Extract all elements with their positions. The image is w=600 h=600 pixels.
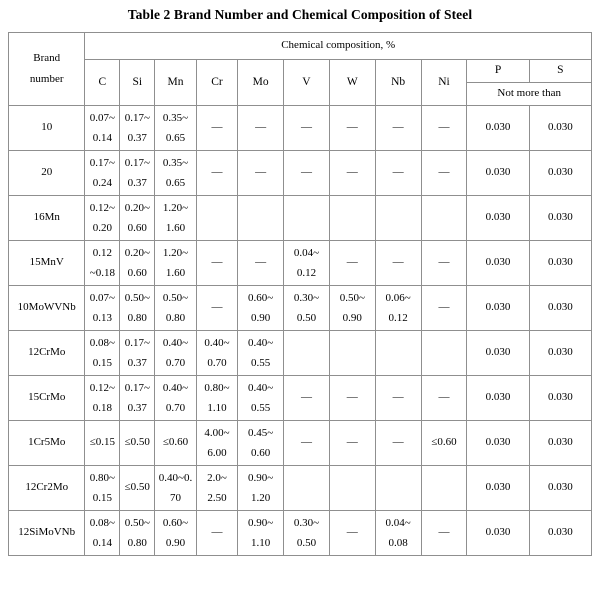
cell-si: ≤0.50 [120,420,155,465]
cell-ni: — [421,375,467,420]
header-element-ni: Ni [421,59,467,105]
header-chemical-composition: Chemical composition, % [85,32,592,59]
cell-mo: 0.90~ 1.20 [238,465,284,510]
table-row [9,285,592,330]
cell-cr: 2.0~ 2.50 [196,465,237,510]
cell-p: 0.030 [467,375,529,420]
cell-brand-number: 12SiMoVNb [9,510,85,555]
table-row [9,420,592,465]
cell-v: 0.04~ 0.12 [284,240,330,285]
cell-si: 0.17~ 0.37 [120,330,155,375]
cell-s: 0.030 [529,285,591,330]
cell-brand-number: 10MoWVNb [9,285,85,330]
cell-w [329,465,375,510]
header-element-mo: Mo [238,59,284,105]
cell-si: 0.17~ 0.37 [120,105,155,150]
cell-c: 0.07~ 0.14 [85,105,120,150]
cell-c: ≤0.15 [85,420,120,465]
cell-brand-number: 20 [9,150,85,195]
cell-brand-number: 1Cr5Mo [9,420,85,465]
header-element-p: P [467,59,529,82]
header-brand-number [9,32,85,105]
cell-si: 0.20~ 0.60 [120,195,155,240]
cell-w: — [329,105,375,150]
header-element-v: V [284,59,330,105]
cell-p: 0.030 [467,510,529,555]
table-row [9,375,592,420]
cell-brand-number: 15MnV [9,240,85,285]
cell-p: 0.030 [467,195,529,240]
cell-nb: — [375,375,421,420]
cell-ni: ≤0.60 [421,420,467,465]
cell-si: 0.17~ 0.37 [120,375,155,420]
header-element-nb: Nb [375,59,421,105]
table-row [9,195,592,240]
header-element-w: W [329,59,375,105]
cell-c: 0.12 ~0.18 [85,240,120,285]
cell-brand-number: 16Mn [9,195,85,240]
cell-p: 0.030 [467,420,529,465]
cell-nb: 0.04~ 0.08 [375,510,421,555]
cell-w [329,195,375,240]
cell-v [284,195,330,240]
cell-v: — [284,375,330,420]
cell-mo: 0.40~ 0.55 [238,330,284,375]
cell-w: — [329,150,375,195]
header-element-si: Si [120,59,155,105]
cell-c: 0.08~ 0.15 [85,330,120,375]
steel-composition-table [8,32,592,556]
cell-c: 0.80~ 0.15 [85,465,120,510]
cell-s: 0.030 [529,375,591,420]
cell-s: 0.030 [529,510,591,555]
cell-cr: — [196,105,237,150]
cell-mo: 0.60~ 0.90 [238,285,284,330]
table-row [9,330,592,375]
cell-mn: 0.40~ 0.70 [155,375,196,420]
header-element-c: C [85,59,120,105]
table-body [9,105,592,555]
cell-s: 0.030 [529,240,591,285]
cell-si: 0.17~ 0.37 [120,150,155,195]
cell-mn: 0.60~ 0.90 [155,510,196,555]
cell-s: 0.030 [529,150,591,195]
cell-nb: — [375,105,421,150]
cell-nb [375,330,421,375]
cell-c: 0.12~ 0.18 [85,375,120,420]
table-row [9,105,592,150]
cell-p: 0.030 [467,285,529,330]
cell-nb [375,465,421,510]
cell-s: 0.030 [529,330,591,375]
header-not-more-than: Not more than [467,82,592,105]
cell-s: 0.030 [529,105,591,150]
cell-cr: — [196,285,237,330]
cell-ni [421,330,467,375]
cell-cr: — [196,150,237,195]
cell-s: 0.030 [529,195,591,240]
cell-ni: — [421,150,467,195]
cell-nb [375,195,421,240]
cell-cr: — [196,510,237,555]
cell-cr: — [196,240,237,285]
cell-c: 0.12~ 0.20 [85,195,120,240]
cell-w [329,330,375,375]
header-brand-number-line2: number [29,72,64,85]
header-brand-number-line1: Brand [33,51,61,64]
cell-p: 0.030 [467,150,529,195]
header-element-mn: Mn [155,59,196,105]
cell-mn: ≤0.60 [155,420,196,465]
cell-mn: 1.20~ 1.60 [155,240,196,285]
cell-ni: — [421,510,467,555]
cell-si: 0.50~ 0.80 [120,510,155,555]
cell-cr: 4.00~ 6.00 [196,420,237,465]
header-element-cr: Cr [196,59,237,105]
cell-c: 0.17~ 0.24 [85,150,120,195]
cell-mo: — [238,240,284,285]
table-header [9,32,592,105]
cell-nb: — [375,240,421,285]
cell-w: 0.50~ 0.90 [329,285,375,330]
cell-ni: — [421,105,467,150]
cell-brand-number: 15CrMo [9,375,85,420]
cell-v [284,330,330,375]
cell-w: — [329,510,375,555]
cell-w: — [329,420,375,465]
cell-brand-number: 12CrMo [9,330,85,375]
cell-nb: 0.06~ 0.12 [375,285,421,330]
page-title: Table 2 Brand Number and Chemical Composition of Steel [127,7,473,22]
table-row [9,465,592,510]
cell-p: 0.030 [467,330,529,375]
cell-v [284,465,330,510]
cell-si: 0.50~ 0.80 [120,285,155,330]
cell-mo: 0.90~ 1.10 [238,510,284,555]
cell-ni: — [421,240,467,285]
cell-p: 0.030 [467,465,529,510]
table-row [9,510,592,555]
cell-cr: 0.80~ 1.10 [196,375,237,420]
cell-cr: 0.40~ 0.70 [196,330,237,375]
cell-si: ≤0.50 [120,465,155,510]
cell-mo: 0.45~ 0.60 [238,420,284,465]
cell-p: 0.030 [467,240,529,285]
cell-v: 0.30~ 0.50 [284,510,330,555]
cell-mo [238,195,284,240]
cell-w: — [329,375,375,420]
cell-s: 0.030 [529,465,591,510]
cell-nb: — [375,150,421,195]
header-row-1 [9,32,592,59]
table-row [9,240,592,285]
cell-mn: 0.35~ 0.65 [155,150,196,195]
cell-nb: — [375,420,421,465]
cell-mn: 0.40~0. 70 [155,465,196,510]
cell-cr [196,195,237,240]
cell-ni [421,465,467,510]
cell-s: 0.030 [529,420,591,465]
cell-mn: 0.50~ 0.80 [155,285,196,330]
cell-v: 0.30~ 0.50 [284,285,330,330]
cell-mo: — [238,105,284,150]
header-element-s: S [529,59,591,82]
cell-mn: 0.40~ 0.70 [155,330,196,375]
cell-v: — [284,105,330,150]
cell-brand-number: 12Cr2Mo [9,465,85,510]
cell-c: 0.08~ 0.14 [85,510,120,555]
cell-c: 0.07~ 0.13 [85,285,120,330]
cell-mn: 0.35~ 0.65 [155,105,196,150]
table-row [9,150,592,195]
cell-mo: — [238,150,284,195]
cell-ni [421,195,467,240]
cell-si: 0.20~ 0.60 [120,240,155,285]
cell-v: — [284,150,330,195]
cell-mo: 0.40~ 0.55 [238,375,284,420]
cell-v: — [284,420,330,465]
cell-ni: — [421,285,467,330]
cell-mn: 1.20~ 1.60 [155,195,196,240]
cell-p: 0.030 [467,105,529,150]
header-row-2 [9,59,592,82]
cell-w: — [329,240,375,285]
cell-brand-number: 10 [9,105,85,150]
